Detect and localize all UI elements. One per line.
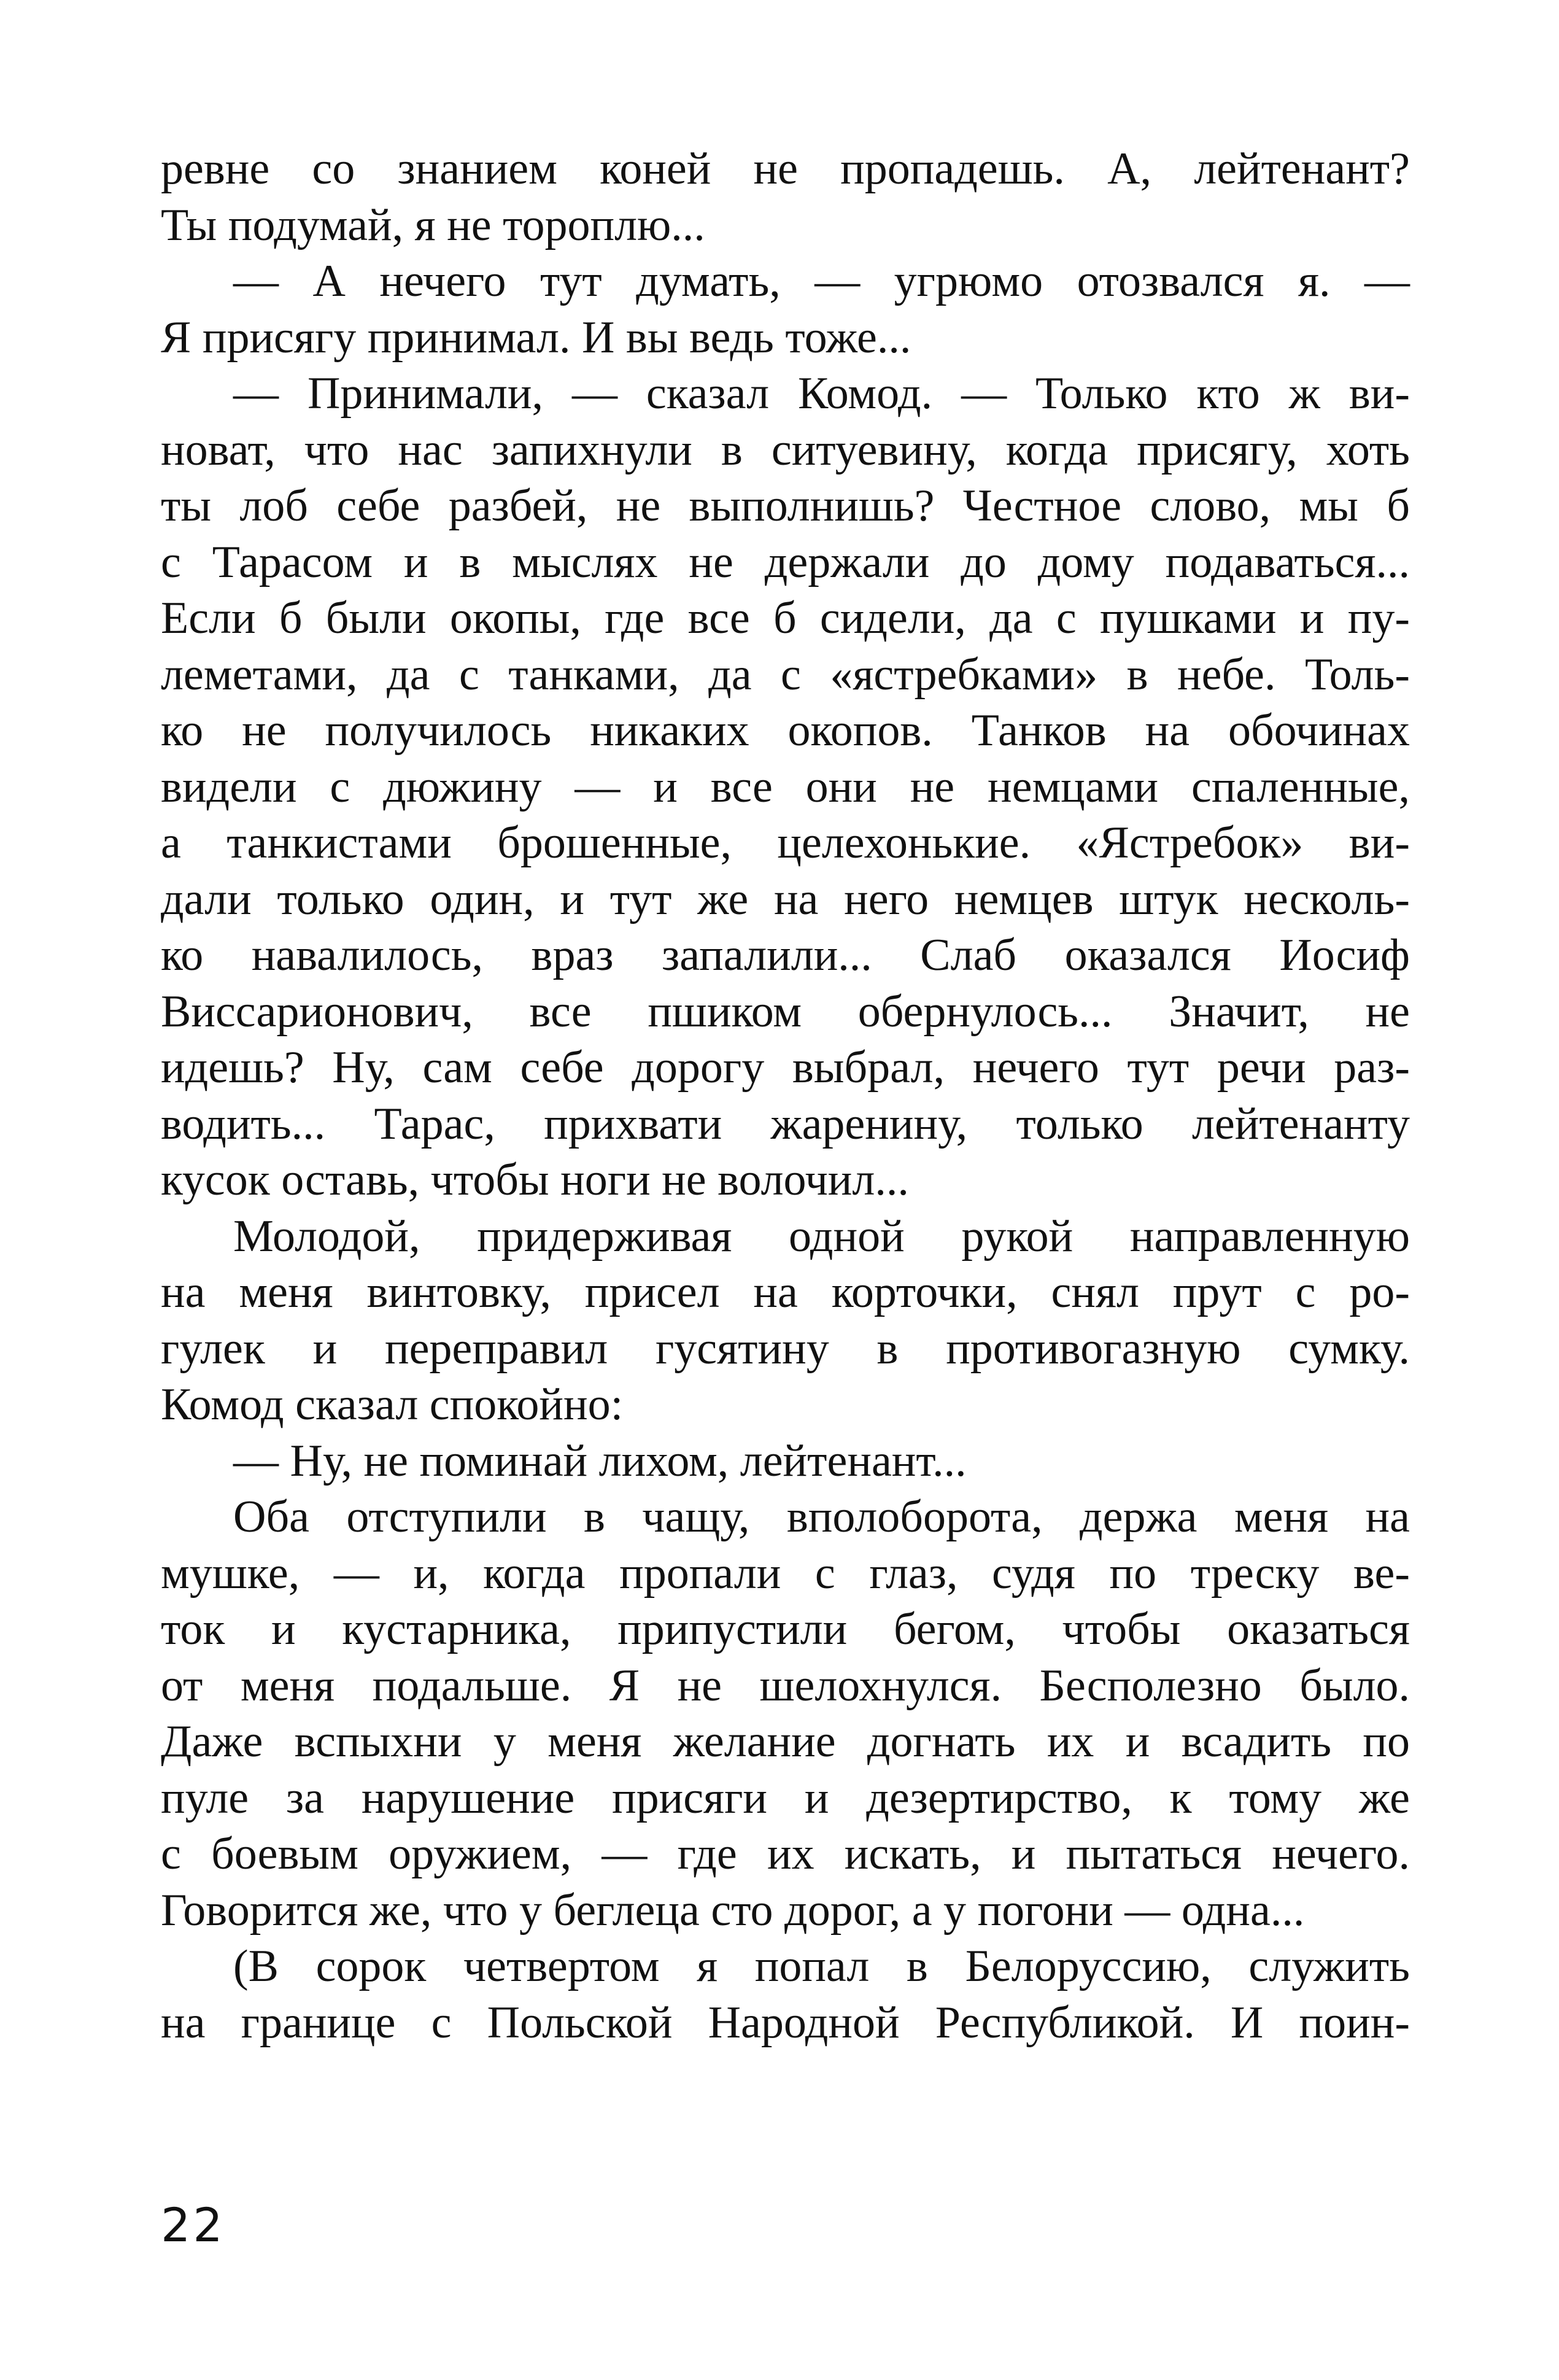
text-line: (В сорок четвертом я попал в Белоруссию, служить [233, 1941, 1410, 1991]
text-line: ревне со знанием коней не пропадешь. А, лейтенант? [161, 144, 1410, 194]
text-line: ты лоб себе разбей, не выполнишь? Честное слово, мы б [161, 481, 1410, 531]
text-line: ко навалилось, враз запалили... Слаб оказался Иосиф [161, 930, 1410, 980]
text-line: Если б были окопы, где все б сидели, да с пушками и пу- [161, 593, 1410, 643]
body-text [161, 141, 1410, 2051]
text-line: Виссарионович, все пшиком обернулось... Значит, не [161, 986, 1410, 1037]
text-line: а танкистами брошенные, целехонькие. «Ястребок» ви- [161, 818, 1410, 868]
text-line: Ты подумай, я не тороплю... [161, 200, 705, 250]
text-line: видели с дюжину — и все они не немцами спаленные, [161, 761, 1410, 812]
text-line: пуле за нарушение присяги и дезертирство, к тому же [161, 1772, 1410, 1823]
text-line: ток и кустарника, припустили бегом, чтобы оказаться [161, 1604, 1410, 1654]
text-line: Даже вспыхни у меня желание догнать их и всадить по [161, 1716, 1410, 1767]
text-line: дали только один, и тут же на него немцев штук несколь- [161, 874, 1410, 924]
text-line: водить... Тарас, прихвати жаренину, только лейтенанту [161, 1098, 1410, 1149]
text-line: от меня подальше. Я не шелохнулся. Бесполезно было. [161, 1660, 1410, 1711]
page-number: 22 [161, 2198, 225, 2252]
text-line: Оба отступили в чащу, вполоборота, держа меня на [233, 1492, 1410, 1542]
text-line: Говорится же, что у беглеца сто дорог, а у погони — одна... [161, 1885, 1305, 1936]
text-line: — А нечего тут думать, — угрюмо отозвался я. — [233, 256, 1410, 306]
text-line: леметами, да с танками, да с «ястребками» в небе. Толь- [161, 649, 1410, 700]
text-line: на границе с Польской Народной Республикой. И поин- [161, 1997, 1410, 2048]
text-line: Я присягу принимал. И вы ведь тоже... [161, 312, 911, 363]
text-line: кусок оставь, чтобы ноги не волочил... [161, 1155, 909, 1205]
text-line: идешь? Ну, сам себе дорогу выбрал, нечего тут речи раз- [161, 1042, 1410, 1093]
text-line: на меня винтовку, присел на корточки, снял прут с ро- [161, 1267, 1410, 1317]
text-line: с боевым оружием, — где их искать, и пытаться нечего. [161, 1829, 1410, 1879]
text-line: мушке, — и, когда пропали с глаз, судя по треску ве- [161, 1548, 1410, 1599]
text-line: новат, что нас запихнули в ситуевину, когда присягу, хоть [161, 424, 1410, 475]
text-line: Комод сказал спокойно: [161, 1379, 624, 1430]
text-line: — Принимали, — сказал Комод. — Только кто ж ви- [233, 368, 1410, 419]
text-line: Молодой, придерживая одной рукой направленную [233, 1211, 1410, 1262]
text-line: ко не получилось никаких окопов. Танков на обочинах [161, 705, 1410, 756]
text-line: с Тарасом и в мыслях не держали до дому подаваться... [161, 537, 1410, 587]
text-line: — Ну, не поминай лихом, лейтенант... [233, 1435, 967, 1486]
text-line: гулек и переправил гусятину в противогазную сумку. [161, 1323, 1410, 1374]
